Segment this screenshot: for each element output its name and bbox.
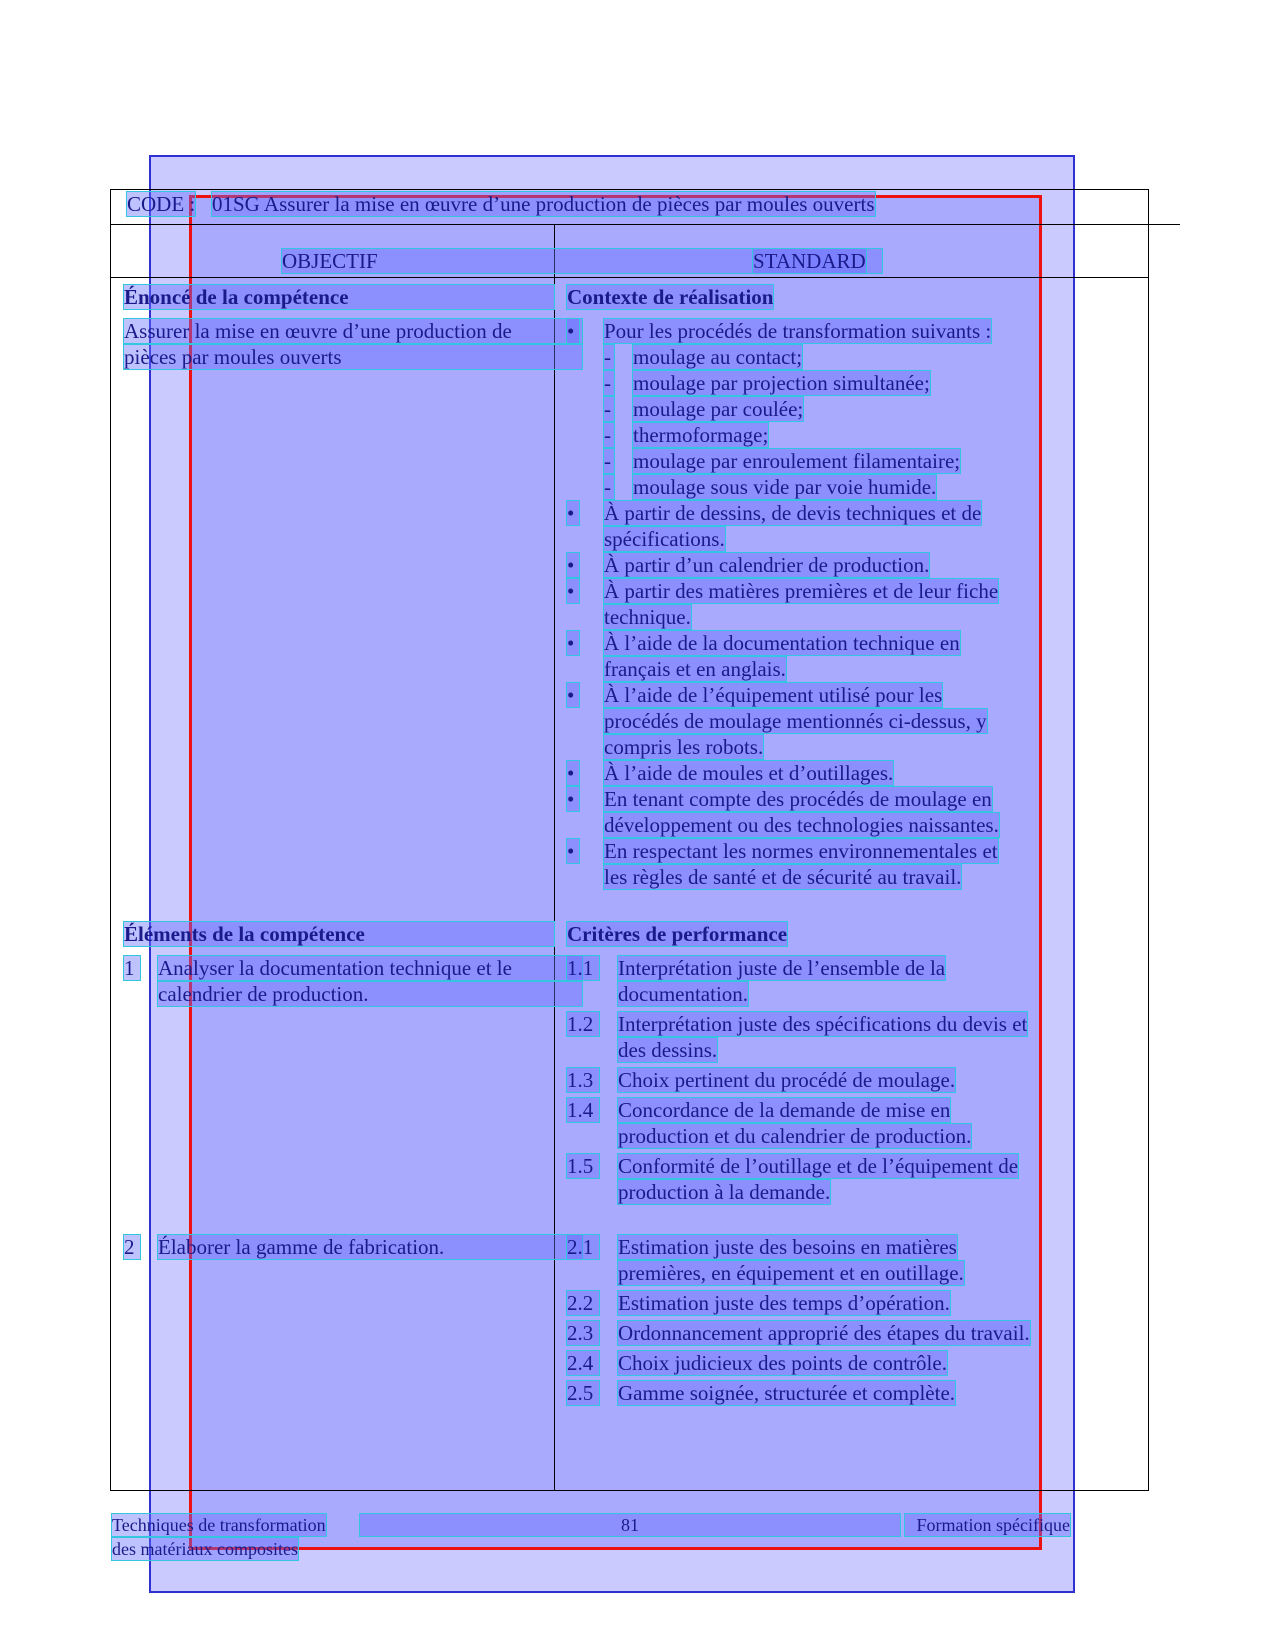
bullet-icon: • bbox=[567, 787, 579, 811]
contexte-bullet-line: À l’aide de moules et d’outillages. bbox=[604, 761, 894, 785]
contexte-bullet-line: À partir des matières premières et de leur fiche bbox=[604, 579, 999, 603]
bullet-icon: • bbox=[567, 579, 579, 603]
footer-program-name: Techniques de transformation bbox=[112, 1515, 326, 1535]
critere-line: Estimation juste des temps d’opération. bbox=[618, 1291, 950, 1315]
dash-icon: - bbox=[604, 397, 614, 421]
contexte-bullet-line: technique. bbox=[604, 605, 691, 629]
element-number: 1 bbox=[124, 956, 140, 980]
element-line: calendrier de production. bbox=[158, 982, 582, 1006]
bullet-icon: • bbox=[567, 761, 579, 785]
contexte-bullet-line: spécifications. bbox=[604, 527, 725, 551]
contexte-bullet-line: À partir d’un calendrier de production. bbox=[604, 553, 930, 577]
footer-program-name: des matériaux composites bbox=[112, 1539, 298, 1559]
enonce-line: Assurer la mise en œuvre d’une production de bbox=[124, 319, 582, 343]
contexte-bullet-line: À partir de dessins, de devis techniques et de bbox=[604, 501, 982, 525]
bullet-icon: • bbox=[567, 839, 579, 863]
enonce-heading: Énoncé de la compétence bbox=[124, 285, 554, 309]
procede-item: moulage au contact; bbox=[633, 345, 803, 369]
page-number: 81 bbox=[360, 1514, 900, 1536]
contexte-intro: Pour les procédés de transformation suivants : bbox=[604, 319, 992, 343]
contexte-bullet-line: compris les robots. bbox=[604, 735, 764, 759]
procede-item: moulage par coulée; bbox=[633, 397, 804, 421]
footer-section-name: Formation spécifique bbox=[905, 1514, 1070, 1536]
bullet-icon: • bbox=[567, 501, 579, 525]
critere-number: 2.5 bbox=[567, 1381, 599, 1405]
code-label: CODE : bbox=[127, 192, 196, 216]
table-divider-header bbox=[110, 224, 1180, 225]
critere-number: 2.4 bbox=[567, 1351, 599, 1375]
critere-line: Gamme soignée, structurée et complète. bbox=[618, 1381, 956, 1405]
critere-line: Choix judicieux des points de contrôle. bbox=[618, 1351, 947, 1375]
bullet-icon: • bbox=[567, 319, 579, 343]
critere-number: 1.5 bbox=[567, 1154, 599, 1178]
dash-icon: - bbox=[604, 449, 614, 473]
contexte-bullet-line: À l’aide de l’équipement utilisé pour les bbox=[604, 683, 943, 707]
critere-number: 1.3 bbox=[567, 1068, 599, 1092]
bullet-icon: • bbox=[567, 631, 579, 655]
critere-line: production à la demande. bbox=[618, 1180, 831, 1204]
critere-line: Interprétation juste de l’ensemble de la bbox=[618, 956, 946, 980]
contexte-bullet-line: En respectant les normes environnementales et bbox=[604, 839, 998, 863]
critere-line: Estimation juste des besoins en matières bbox=[618, 1235, 957, 1259]
critere-line: premières, en équipement et en outillage. bbox=[618, 1261, 964, 1285]
criteres-heading: Critères de performance bbox=[567, 922, 788, 946]
elements-heading: Éléments de la compétence bbox=[124, 922, 554, 946]
critere-number: 1.1 bbox=[567, 956, 599, 980]
element-line: Analyser la documentation technique et le bbox=[158, 956, 582, 980]
enonce-line: pièces par moules ouverts bbox=[124, 345, 582, 369]
contexte-heading: Contexte de réalisation bbox=[567, 285, 774, 309]
critere-line: des dessins. bbox=[618, 1038, 718, 1062]
critere-line: Ordonnancement approprié des étapes du travail. bbox=[618, 1321, 1030, 1345]
column-header-standard: STANDARD bbox=[753, 249, 866, 273]
contexte-bullet-line: français et en anglais. bbox=[604, 657, 786, 681]
element-number: 2 bbox=[124, 1235, 140, 1259]
table-column-divider bbox=[554, 224, 555, 1491]
column-header-objectif: OBJECTIF bbox=[282, 249, 882, 273]
procede-item: thermoformage; bbox=[633, 423, 769, 447]
critere-line: Concordance de la demande de mise en bbox=[618, 1098, 951, 1122]
critere-number: 2.1 bbox=[567, 1235, 599, 1259]
procede-item: moulage par projection simultanée; bbox=[633, 371, 930, 395]
contexte-bullet-line: procédés de moulage mentionnés ci-dessus, y bbox=[604, 709, 987, 733]
contexte-bullet-line: En tenant compte des procédés de moulage en bbox=[604, 787, 992, 811]
critere-line: documentation. bbox=[618, 982, 749, 1006]
critere-number: 2.3 bbox=[567, 1321, 599, 1345]
critere-line: Interprétation juste des spécifications du devis et bbox=[618, 1012, 1028, 1036]
dash-icon: - bbox=[604, 475, 614, 499]
procede-item: moulage par enroulement filamentaire; bbox=[633, 449, 961, 473]
dash-icon: - bbox=[604, 423, 614, 447]
dash-icon: - bbox=[604, 345, 614, 369]
contexte-bullet-line: les règles de santé et de sécurité au travail. bbox=[604, 865, 962, 889]
critere-number: 1.2 bbox=[567, 1012, 599, 1036]
critere-number: 2.2 bbox=[567, 1291, 599, 1315]
procede-item: moulage sous vide par voie humide. bbox=[633, 475, 937, 499]
bullet-icon: • bbox=[567, 553, 579, 577]
contexte-bullet-line: développement ou des technologies naissantes. bbox=[604, 813, 999, 837]
dash-icon: - bbox=[604, 371, 614, 395]
competency-code-title: 01SG Assurer la mise en œuvre d’une production de pièces par moules ouverts bbox=[212, 192, 875, 216]
contexte-bullet-line: À l’aide de la documentation technique en bbox=[604, 631, 960, 655]
element-line: Élaborer la gamme de fabrication. bbox=[158, 1235, 582, 1259]
bullet-icon: • bbox=[567, 683, 579, 707]
critere-line: Conformité de l’outillage et de l’équipement de bbox=[618, 1154, 1019, 1178]
critere-number: 1.4 bbox=[567, 1098, 599, 1122]
table-divider-columns bbox=[110, 277, 1149, 278]
critere-line: production et du calendrier de production. bbox=[618, 1124, 972, 1148]
critere-line: Choix pertinent du procédé de moulage. bbox=[618, 1068, 956, 1092]
